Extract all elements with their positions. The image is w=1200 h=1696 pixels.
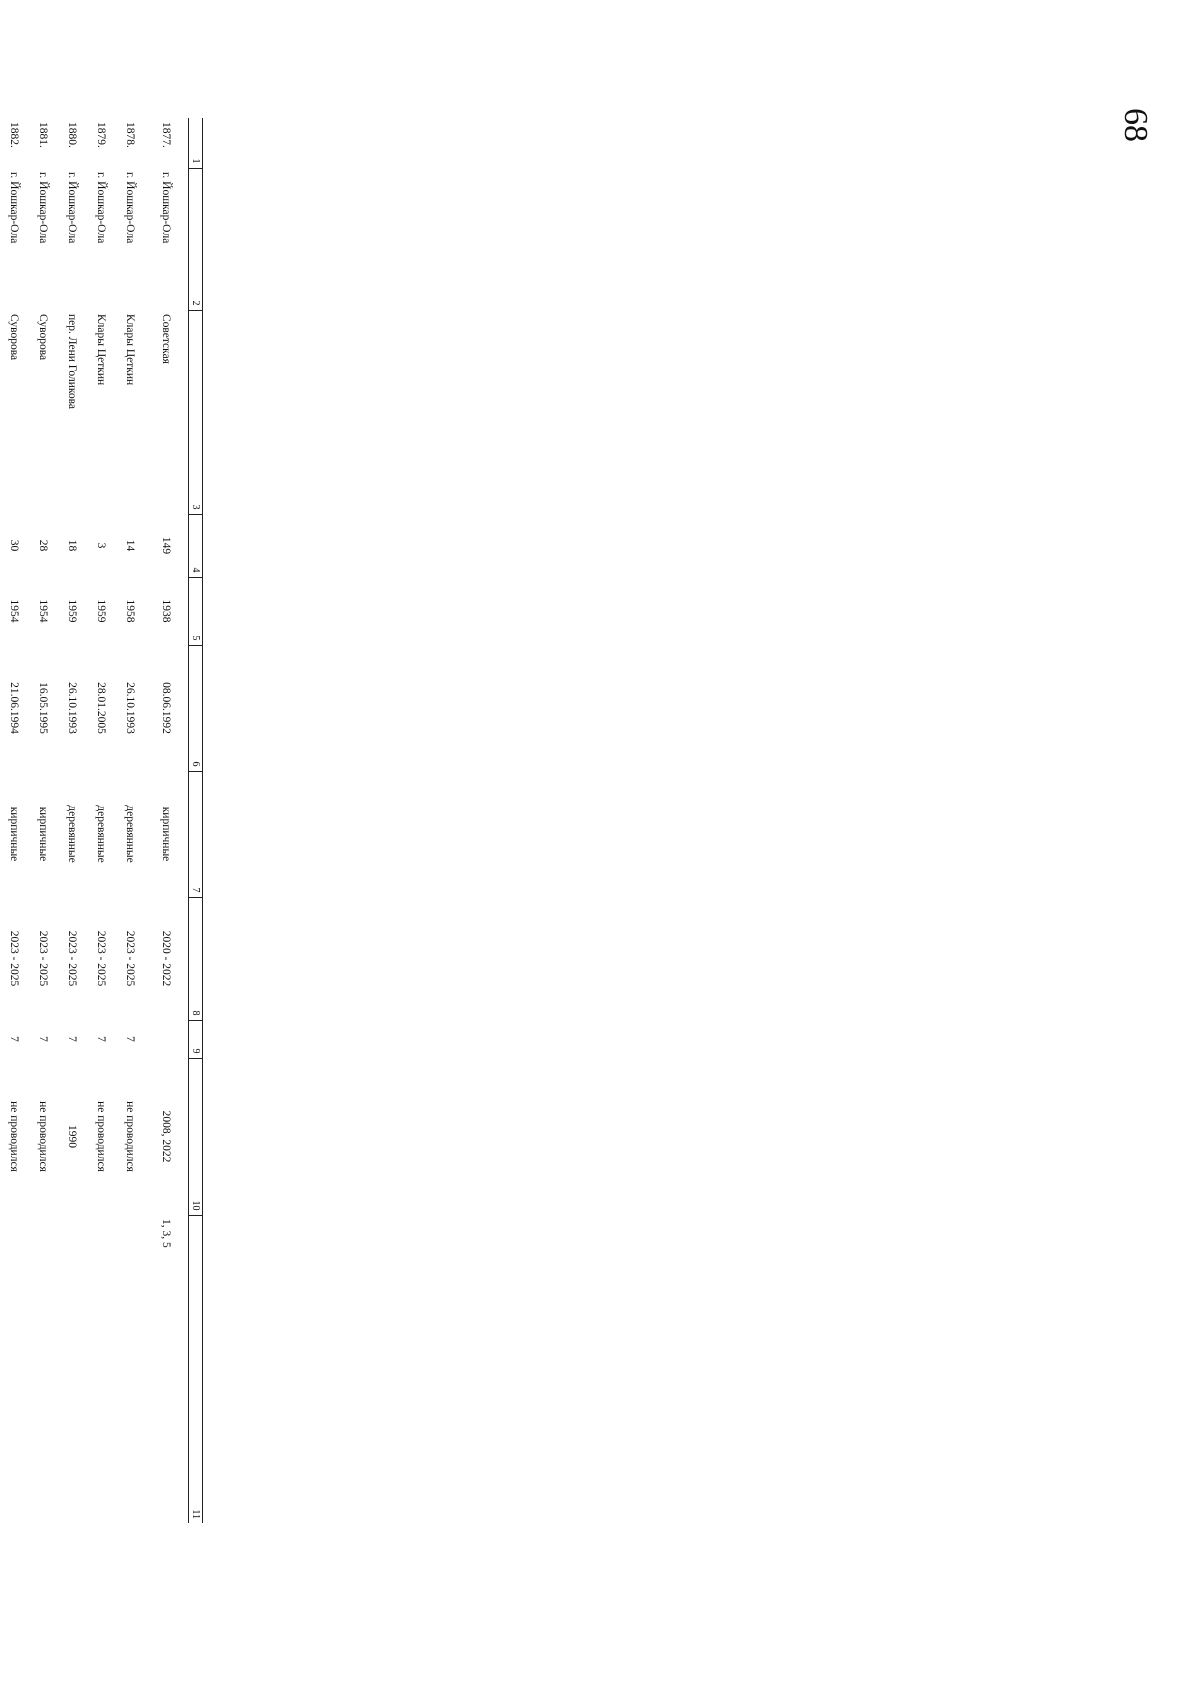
column-number-header: 3 <box>189 310 203 514</box>
column-9-cell: 7 <box>37 1036 50 1042</box>
house-number-cell: 30 <box>8 539 21 552</box>
registration-date-cell: 16.05.1995 <box>37 682 50 734</box>
repair-period-cell: 2023 - 2025 <box>124 930 137 987</box>
city-cell: г. Йошкар-Ола <box>95 172 108 244</box>
column-number-header: 11 <box>189 1215 203 1523</box>
survey-year-cell: не проводился <box>124 1101 137 1172</box>
house-number-cell: 14 <box>124 539 137 552</box>
column-number-row <box>189 118 203 1523</box>
page-number: 68 <box>1117 108 1154 142</box>
column-9-cell: 7 <box>95 1036 108 1042</box>
table-row <box>87 118 116 1523</box>
city-cell: г. Йошкар-Ола <box>66 172 79 244</box>
build-year-cell: 1959 <box>95 599 108 623</box>
survey-year-cell: 2008, 2022 <box>160 1110 173 1163</box>
street-cell: Суворова <box>8 314 21 361</box>
table-row <box>58 118 87 1523</box>
survey-year-cell: не проводился <box>8 1101 21 1172</box>
row-number-cell: 1881. <box>37 122 50 148</box>
build-year-cell: 1954 <box>37 599 50 623</box>
wall-material-cell: деревянные <box>124 805 137 863</box>
column-number-header: 7 <box>189 771 203 897</box>
survey-year-cell: не проводился <box>37 1101 50 1172</box>
build-year-cell: 1938 <box>160 599 173 623</box>
street-cell: пер. Лени Голикова <box>66 314 79 410</box>
work-types-cell <box>29 1215 58 1523</box>
house-number-cell: 3 <box>95 542 108 549</box>
column-number-header: 5 <box>189 577 203 645</box>
table-row <box>145 118 189 1523</box>
city-cell: г. Йошкар-Ола <box>124 172 137 244</box>
house-number-cell: 18 <box>66 539 79 552</box>
build-year-cell: 1958 <box>124 599 137 623</box>
table-row <box>29 118 58 1523</box>
table-row <box>0 118 29 1523</box>
row-number-cell: 1882. <box>8 122 21 148</box>
row-number-cell: 1880. <box>66 122 79 148</box>
wall-material-cell: кирпичные <box>160 806 173 862</box>
registration-date-cell: 08.06.1992 <box>160 682 173 734</box>
row-number-cell: 1878. <box>124 122 137 148</box>
registration-date-cell: 26.10.1993 <box>66 682 79 734</box>
repair-period-cell: 2023 - 2025 <box>66 930 79 987</box>
wall-material-cell: кирпичные <box>8 806 21 862</box>
street-cell: Советская <box>160 314 173 364</box>
column-number-header: 4 <box>189 514 203 577</box>
row-number-cell: 1879. <box>95 122 108 148</box>
column-number-header: 10 <box>189 1058 203 1215</box>
work-types-cell <box>87 1215 116 1523</box>
wall-material-cell: деревянные <box>95 805 108 863</box>
repair-period-cell: 2020 - 2022 <box>160 930 173 987</box>
table-body <box>0 118 189 1523</box>
column-9-cell: 7 <box>124 1036 137 1042</box>
street-cell: Клары Цеткин <box>124 314 137 386</box>
street-cell: Клары Цеткин <box>95 314 108 386</box>
rotated-table-wrapper <box>0 118 203 1523</box>
work-types-cell <box>0 1215 29 1523</box>
house-number-cell: 149 <box>160 536 173 555</box>
table-row <box>116 118 145 1523</box>
survey-year-cell: не проводился <box>95 1101 108 1172</box>
build-year-cell: 1959 <box>66 599 79 623</box>
column-9-cell: 7 <box>66 1036 79 1042</box>
city-cell: г. Йошкар-Ола <box>8 172 21 244</box>
registration-date-cell: 28.01.2005 <box>95 682 108 734</box>
repair-period-cell: 2023 - 2025 <box>37 930 50 987</box>
repair-period-cell: 2023 - 2025 <box>95 930 108 987</box>
column-number-header: 8 <box>189 897 203 1020</box>
housing-register-table <box>0 118 203 1523</box>
street-cell: Суворова <box>37 314 50 361</box>
repair-period-cell: 2023 - 2025 <box>8 930 21 987</box>
column-number-header: 1 <box>189 118 203 168</box>
column-number-header: 9 <box>189 1020 203 1058</box>
work-types-cell <box>116 1215 145 1523</box>
city-cell: г. Йошкар-Ола <box>37 172 50 244</box>
column-number-header: 6 <box>189 645 203 771</box>
column-9-cell <box>145 1020 189 1058</box>
registration-date-cell: 21.06.1994 <box>8 682 21 734</box>
wall-material-cell: деревянные <box>66 805 79 863</box>
row-number-cell: 1877. <box>160 122 173 148</box>
survey-year-cell: 1990 <box>66 1125 79 1148</box>
work-types-cell <box>58 1215 87 1523</box>
house-number-cell: 28 <box>37 539 50 552</box>
column-number-header: 2 <box>189 168 203 310</box>
build-year-cell: 1954 <box>8 599 21 623</box>
work-types-cell: 1, 3, 5 <box>160 1219 173 1248</box>
city-cell: г. Йошкар-Ола <box>160 172 173 244</box>
column-9-cell: 7 <box>8 1036 21 1042</box>
registration-date-cell: 26.10.1993 <box>124 682 137 734</box>
wall-material-cell: кирпичные <box>37 806 50 862</box>
